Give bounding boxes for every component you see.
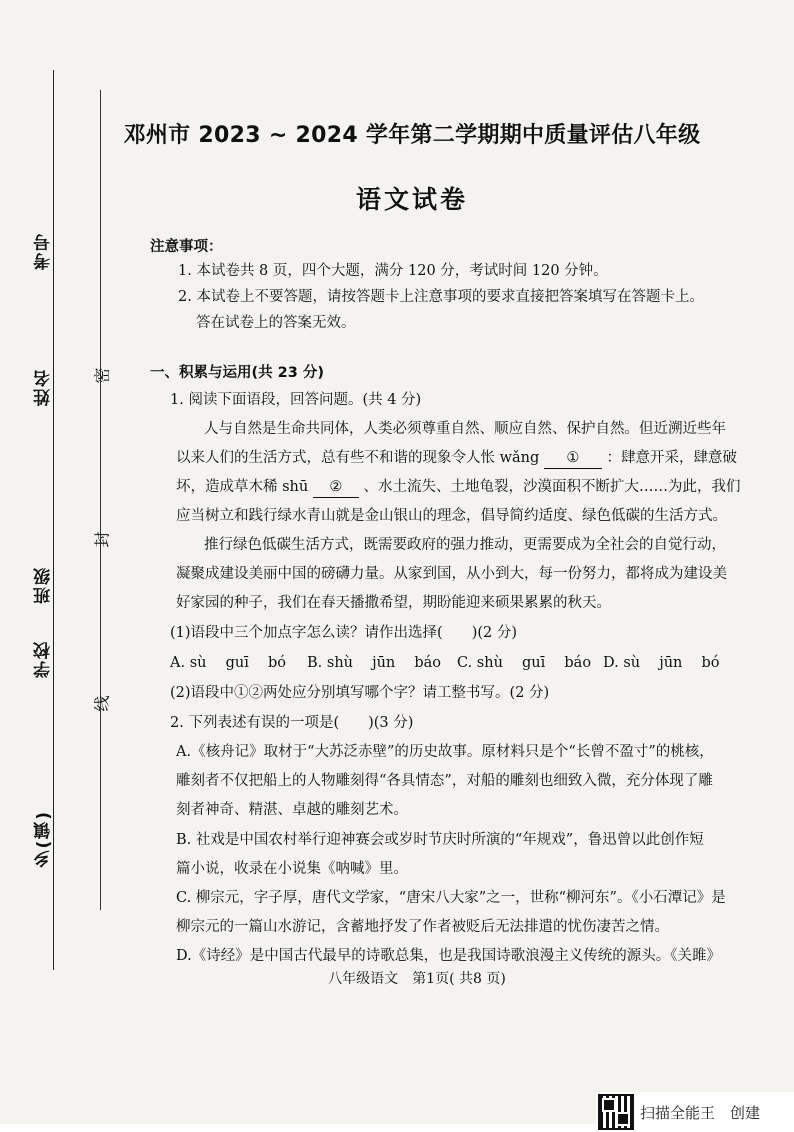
question-1-2: (2)语段中①②两处应分别填写哪个字？请工整书写。(2 分): [170, 685, 550, 701]
passage-1-line-2: [176, 449, 737, 469]
passage-1-line-3-end: 、水土流失、土地龟裂，沙漠面积不断扩大……为此，我们: [363, 479, 741, 495]
choice-b-line-2: 篇小说，收录在小说集《呐喊》里。: [176, 861, 408, 877]
option-c: C. shù guī báo: [457, 655, 592, 671]
choice-a-line-2: 雕刻者不仅把船上的人物雕刻得“各具情态”，对船的雕刻也细致入微，充分体现了雕: [176, 773, 713, 789]
passage-2-line-2: 凝聚成建设美丽中国的磅礴力量。从家到国，从小到大，每一份努力，都将成为建设美: [176, 566, 727, 582]
notice-item-2-line-1: 2. 本试卷上不要答题，请按答题卡上注意事项的要求直接把答案填写在答题卡上。: [178, 289, 704, 305]
passage-1-line-4: 应当树立和践行绿水青山就是金山银山的理念，倡导简约适度、绿色低碳的生活方式。: [176, 508, 727, 524]
notice-item-2-line-2: 答在试卷上的答案无效。: [196, 315, 356, 331]
notice-item-1: 1. 本试卷共 8 页，四个大题，满分 120 分，考试时间 120 分钟。: [178, 263, 608, 279]
passage-1-line-3: [176, 478, 740, 498]
choice-b-line-1: B. 社戏是中国农村举行迎神赛会或岁时节庆时所演的“年规戏”，鲁迅曾以此创作短: [176, 832, 704, 848]
passage-1-line-2-start: 以来人们的生活方式，总有些不和谐的现象令人怅 wǎng: [176, 450, 540, 466]
passage-2-line-1: 推行绿色低碳生活方式，既需要政府的强力推动，更需要成为全社会的自觉行动，: [204, 537, 726, 553]
blank-2: ②: [313, 478, 359, 498]
passage-2-line-3: 好家园的种子，我们在春天播撒希望，期盼能迎来硕果累累的秋天。: [176, 595, 611, 611]
scanner-watermark: [596, 1092, 794, 1132]
class-label: 班级: [34, 566, 54, 604]
town-label: 乡(镇): [34, 810, 54, 868]
name-label: 姓名: [34, 368, 54, 406]
option-a: A. sù guī bó: [170, 655, 286, 671]
passage-1-line-2-end: ：肆意开采，肆意破: [606, 450, 738, 466]
school-label: 学校: [34, 640, 54, 678]
choice-c-line-1: C. 柳宗元，字子厚，唐代文学家，“唐宋八大家”之一，世称“柳河东”。《小石潭记》是: [176, 890, 726, 906]
choice-a-line-1: A.《核舟记》取材于“大苏泛赤壁”的历史故事。原材料只是个“长曾不盈寸”的桃核，: [176, 744, 714, 760]
watermark-text: 扫描全能王 创建: [640, 1103, 761, 1122]
choice-c-line-2: 柳宗元的一篇山水游记，含蓄地抒发了作者被贬后无法排遣的忧伤凄苦之情。: [176, 919, 669, 935]
exam-title: 邓州市 2023 ~ 2024 学年第二学期期中质量评估八年级: [123, 123, 701, 148]
choice-a-line-3: 刻者神奇、精湛、卓越的雕刻艺术。: [176, 802, 408, 818]
seal-feng: 封: [92, 531, 112, 548]
question-2-title: 2. 下列表述有误的一项是( )(3 分): [170, 715, 414, 731]
exam-subtitle: 语文试卷: [355, 185, 468, 214]
passage-1-line-1: 人与自然是生命共同体，人类必须尊重自然、顺应自然、保护自然。但近溯近些年: [204, 421, 726, 437]
seal-xian: 线: [92, 695, 112, 712]
notice-heading: 注意事项：: [150, 239, 223, 255]
option-d: D. sù jūn bó: [603, 655, 720, 671]
blank-1: ①: [544, 449, 602, 469]
question-1-title: 1. 阅读下面语段，回答问题。(共 4 分): [170, 392, 422, 408]
qr-code-icon: [598, 1094, 634, 1130]
seal-mi: 密: [92, 367, 112, 384]
question-1-1: (1)语段中三个加点字怎么读？请作出选择( )(2 分): [170, 625, 517, 641]
choice-d-line-1: D.《诗经》是中国古代最早的诗歌总集，也是我国诗歌浪漫主义传统的源头。《关雎》: [176, 948, 721, 964]
option-b: B. shù jūn báo: [307, 655, 442, 671]
exam-no-label: 考号: [34, 232, 54, 270]
page-footer: 八年级语文 第1页( 共8 页): [328, 971, 506, 987]
section-1-heading: 一、积累与运用(共 23 分): [150, 365, 325, 381]
passage-1-line-3-start: 坏，造成草木稀 shū: [176, 479, 309, 495]
